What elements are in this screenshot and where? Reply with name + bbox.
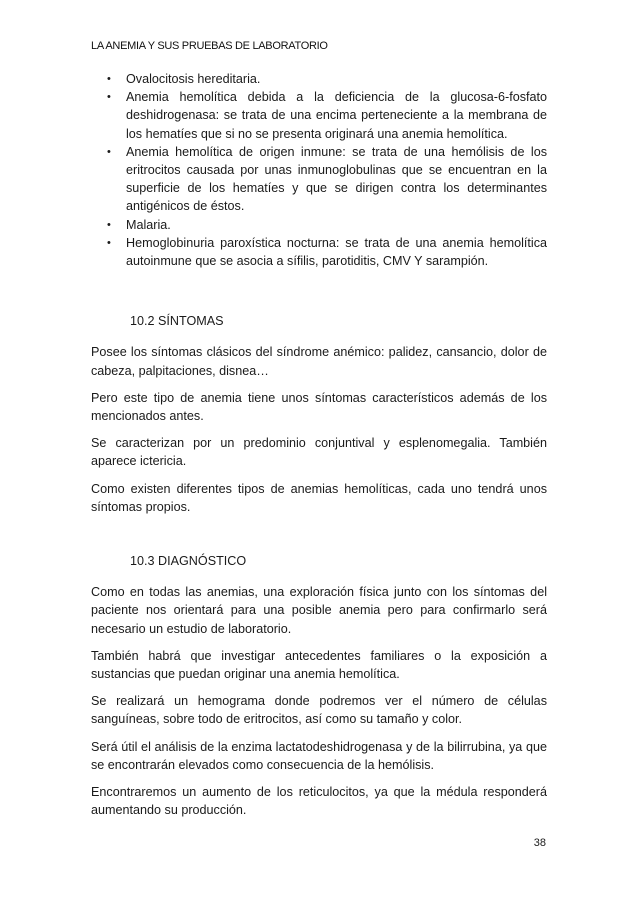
section-heading-diagnosis: 10.3 DIAGNÓSTICO xyxy=(130,554,247,569)
paragraph: Se caracterizan por un predominio conjuntival y esplenomegalia. También aparece ictericia. xyxy=(91,436,547,469)
paragraph: Se realizará un hemograma donde podremos ver el número de células sanguíneas, sobre todo de eritrocitos, así como su tamaño y color. xyxy=(91,694,547,727)
bullet-icon: • xyxy=(107,236,111,249)
paragraph: Encontraremos un aumento de los reticulocitos, ya que la médula responderá aumentando su producción. xyxy=(91,785,547,818)
paragraph: Como en todas las anemias, una exploración física junto con los síntomas del paciente nos orientará para una posible anemia pero para confirmarlo será necesario un estudio de laboratorio. xyxy=(91,585,547,636)
running-header: LA ANEMIA Y SUS PRUEBAS DE LABORATORIO xyxy=(91,40,328,52)
bullet-icon: • xyxy=(107,73,111,85)
paragraph: Pero este tipo de anemia tiene unos síntomas característicos además de los mencionados antes. xyxy=(91,390,547,424)
list-item: • Ovalocitosis hereditaria. xyxy=(91,70,547,88)
section-diagnosis xyxy=(91,552,547,819)
list-item: • Anemia hemolítica de origen inmune: se trata de una hemólisis de los eritrocitos causada por unas inmunoglobulinas que se encuentran en la superficie de los hematíes y que se dirigen contra los determinantes antigénicos de éstos. xyxy=(107,144,547,214)
paragraph: Posee los síntomas clásicos del síndrome anémico: palidez, cansancio, dolor de cabeza, palpitaciones, disnea… xyxy=(91,345,547,378)
page-number: 38 xyxy=(533,837,546,849)
paragraph: Será útil el análisis de la enzima lactatodeshidrogenasa y de la bilirrubina, ya que se encontrarán elevados como consecuencia de la hemólisis. xyxy=(91,739,547,772)
bullet-icon: • xyxy=(107,91,111,104)
list-item: • Hemoglobinuria paroxística nocturna: se trata de una anemia hemolítica autoinmune que se asocia a sífilis, parotiditis, CMV Y sarampión. xyxy=(107,235,547,269)
bullet-icon: • xyxy=(107,145,111,158)
list-item: • Anemia hemolítica debida a la deficiencia de la glucosa-6-fosfato deshidrogenasa: se trata de una encima perteneciente a la membrana de los hematíes que si no se presenta originará una anemia hemolítica. xyxy=(107,90,547,141)
section-symptoms xyxy=(91,312,547,516)
page-content xyxy=(91,70,547,820)
section-heading-symptoms: 10.2 SÍNTOMAS xyxy=(130,314,224,329)
paragraph: Como existen diferentes tipos de anemias hemolíticas, cada uno tendrá unos síntomas propios. xyxy=(91,481,547,514)
paragraph: También habrá que investigar antecedentes familiares o la exposición a sustancias que puedan originar una anemia hemolítica. xyxy=(91,648,547,682)
list-item: • Malaria. xyxy=(91,216,547,234)
bullet-list xyxy=(91,70,547,270)
bullet-icon: • xyxy=(107,218,111,231)
